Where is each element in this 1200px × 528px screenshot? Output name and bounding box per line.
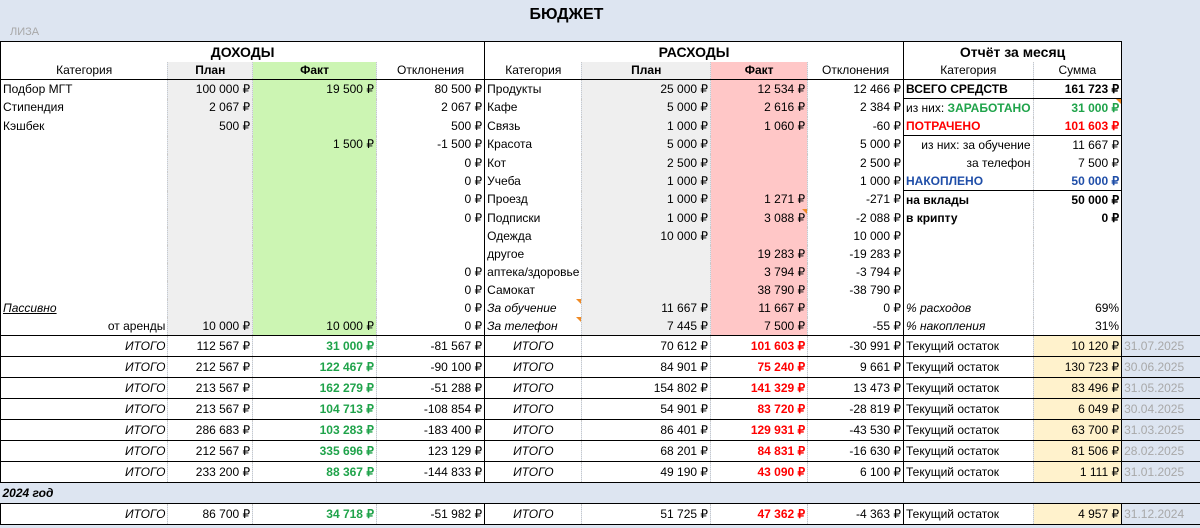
report-category[interactable] [904, 227, 1034, 245]
expense-total-deviation[interactable]: -16 630 ₽ [808, 441, 904, 462]
report-amount[interactable] [1033, 263, 1122, 281]
income-fact[interactable] [253, 263, 377, 281]
expense-total-fact[interactable]: 84 831 ₽ [711, 441, 808, 462]
expense-category[interactable]: аптека/здоровье [485, 263, 582, 281]
income-total-label[interactable]: ИТОГО [1, 441, 168, 462]
balance-label[interactable]: Текущий остаток [904, 441, 1034, 462]
income-category[interactable] [1, 281, 168, 299]
expense-total-plan[interactable]: 49 190 ₽ [582, 462, 711, 483]
report-header[interactable]: Отчёт за месяц [904, 42, 1122, 63]
income-deviation[interactable] [376, 245, 484, 263]
income-plan[interactable] [168, 209, 253, 227]
col-income-deviation[interactable]: Отклонения [376, 62, 484, 80]
income-total-fact[interactable]: 162 279 ₽ [253, 378, 377, 399]
income-total-label[interactable]: ИТОГО [1, 336, 168, 357]
expense-total-deviation[interactable]: 6 100 ₽ [808, 462, 904, 483]
income-category[interactable] [1, 263, 168, 281]
expense-fact[interactable] [711, 227, 808, 245]
income-plan[interactable] [168, 281, 253, 299]
expense-total-fact[interactable]: 83 720 ₽ [711, 399, 808, 420]
income-total-plan[interactable]: 213 567 ₽ [168, 378, 253, 399]
expense-fact[interactable]: 3 794 ₽ [711, 263, 808, 281]
income-fact[interactable] [253, 154, 377, 172]
expense-total-plan[interactable]: 86 401 ₽ [582, 420, 711, 441]
income-fact[interactable]: 19 500 ₽ [253, 80, 377, 99]
report-category[interactable] [904, 245, 1034, 263]
expense-deviation[interactable]: 1 000 ₽ [808, 172, 904, 191]
income-plan[interactable] [168, 263, 253, 281]
income-fact[interactable] [253, 191, 377, 210]
expense-plan[interactable]: 5 000 ₽ [582, 99, 711, 118]
expense-category[interactable]: Самокат [485, 281, 582, 299]
period-date[interactable]: 31.12.2024 [1122, 504, 1200, 525]
income-total-fact[interactable]: 335 696 ₽ [253, 441, 377, 462]
report-category[interactable]: % расходов [904, 299, 1034, 317]
report-amount[interactable] [1033, 281, 1122, 299]
expense-fact[interactable] [711, 172, 808, 191]
expense-fact[interactable]: 11 667 ₽ [711, 299, 808, 317]
period-date[interactable]: 31.01.2025 [1122, 462, 1200, 483]
expense-category[interactable]: За телефон [485, 317, 582, 336]
expense-total-fact[interactable]: 129 931 ₽ [711, 420, 808, 441]
report-amount[interactable]: 69% [1033, 299, 1122, 317]
income-total-label[interactable]: ИТОГО [1, 399, 168, 420]
income-plan[interactable] [168, 172, 253, 191]
income-fact[interactable] [253, 245, 377, 263]
expense-total-plan[interactable]: 70 612 ₽ [582, 336, 711, 357]
income-deviation[interactable]: 0 ₽ [376, 281, 484, 299]
income-category[interactable] [1, 136, 168, 155]
income-total-label[interactable]: ИТОГО [1, 462, 168, 483]
expense-total-deviation[interactable]: -4 363 ₽ [808, 504, 904, 525]
income-plan[interactable]: 2 067 ₽ [168, 99, 253, 118]
report-category[interactable]: ПОТРАЧЕНО [904, 117, 1034, 136]
income-category[interactable]: Подбор МГТ [1, 80, 168, 99]
income-fact[interactable] [253, 209, 377, 227]
income-deviation[interactable]: 0 ₽ [376, 299, 484, 317]
col-expense-category[interactable]: Категория [485, 62, 582, 80]
income-plan[interactable] [168, 154, 253, 172]
income-total-deviation[interactable]: -183 400 ₽ [376, 420, 484, 441]
income-total-label[interactable]: ИТОГО [1, 378, 168, 399]
expense-category[interactable]: За обучение [485, 299, 582, 317]
expense-plan[interactable]: 1 000 ₽ [582, 117, 711, 136]
income-fact[interactable] [253, 281, 377, 299]
income-deviation[interactable] [376, 227, 484, 245]
balance-amount[interactable]: 1 111 ₽ [1033, 462, 1122, 483]
income-deviation[interactable]: 0 ₽ [376, 154, 484, 172]
income-fact[interactable] [253, 299, 377, 317]
report-amount[interactable]: 50 000 ₽ [1033, 191, 1122, 210]
expense-deviation[interactable]: -271 ₽ [808, 191, 904, 210]
report-category[interactable]: за телефон [904, 154, 1034, 172]
expense-plan[interactable]: 11 667 ₽ [582, 299, 711, 317]
report-category[interactable]: из них: за обучение [904, 136, 1034, 155]
expense-total-plan[interactable]: 51 725 ₽ [582, 504, 711, 525]
income-deviation[interactable]: 0 ₽ [376, 191, 484, 210]
income-fact[interactable] [253, 99, 377, 118]
expense-plan[interactable]: 10 000 ₽ [582, 227, 711, 245]
balance-amount[interactable]: 81 506 ₽ [1033, 441, 1122, 462]
expense-category[interactable]: Учеба [485, 172, 582, 191]
expense-deviation[interactable]: 2 384 ₽ [808, 99, 904, 118]
period-date[interactable]: 31.05.2025 [1122, 378, 1200, 399]
income-plan[interactable] [168, 245, 253, 263]
expense-total-label[interactable]: ИТОГО [485, 336, 582, 357]
expense-total-label[interactable]: ИТОГО [485, 378, 582, 399]
expense-fact[interactable]: 1 060 ₽ [711, 117, 808, 136]
income-total-fact[interactable]: 103 283 ₽ [253, 420, 377, 441]
income-total-plan[interactable]: 86 700 ₽ [168, 504, 253, 525]
report-amount[interactable] [1033, 227, 1122, 245]
income-total-label[interactable]: ИТОГО [1, 357, 168, 378]
expense-category[interactable]: Связь [485, 117, 582, 136]
report-category[interactable] [904, 281, 1034, 299]
expense-plan[interactable] [582, 245, 711, 263]
income-total-label[interactable]: ИТОГО [1, 420, 168, 441]
expense-total-fact[interactable]: 141 329 ₽ [711, 378, 808, 399]
expense-deviation[interactable]: -19 283 ₽ [808, 245, 904, 263]
expense-category[interactable]: Продукты [485, 80, 582, 99]
income-category[interactable]: Стипендия [1, 99, 168, 118]
income-total-label[interactable]: ИТОГО [1, 504, 168, 525]
expense-fact[interactable]: 1 271 ₽ [711, 191, 808, 210]
expense-plan[interactable]: 1 000 ₽ [582, 209, 711, 227]
income-total-deviation[interactable]: -51 982 ₽ [376, 504, 484, 525]
expense-category[interactable]: Одежда [485, 227, 582, 245]
expense-category[interactable]: Проезд [485, 191, 582, 210]
income-total-plan[interactable]: 233 200 ₽ [168, 462, 253, 483]
income-category[interactable] [1, 191, 168, 210]
income-category[interactable] [1, 227, 168, 245]
expense-plan[interactable]: 7 445 ₽ [582, 317, 711, 336]
income-total-deviation[interactable]: -81 567 ₽ [376, 336, 484, 357]
col-expense-plan[interactable]: План [582, 62, 711, 80]
expense-total-deviation[interactable]: 9 661 ₽ [808, 357, 904, 378]
year-label[interactable]: 2024 год [1, 483, 1200, 504]
income-fact[interactable] [253, 117, 377, 136]
report-category-earned: ЗАРАБОТАНО [947, 100, 1031, 115]
expense-deviation[interactable]: -3 794 ₽ [808, 263, 904, 281]
report-amount[interactable]: 0 ₽ [1033, 209, 1122, 227]
income-plan[interactable] [168, 191, 253, 210]
expense-total-deviation[interactable]: -30 991 ₽ [808, 336, 904, 357]
expense-total-deviation[interactable]: -28 819 ₽ [808, 399, 904, 420]
income-plan[interactable]: 500 ₽ [168, 117, 253, 136]
income-category[interactable] [1, 172, 168, 191]
expense-total-label[interactable]: ИТОГО [485, 504, 582, 525]
expense-total-plan[interactable]: 154 802 ₽ [582, 378, 711, 399]
expense-category[interactable]: Кафе [485, 99, 582, 118]
income-total-deviation[interactable]: -144 833 ₽ [376, 462, 484, 483]
expense-total-plan[interactable]: 68 201 ₽ [582, 441, 711, 462]
balance-label[interactable]: Текущий остаток [904, 378, 1034, 399]
income-total-fact[interactable]: 88 367 ₽ [253, 462, 377, 483]
expense-total-label[interactable]: ИТОГО [485, 399, 582, 420]
income-category[interactable]: Пассивно [1, 299, 168, 317]
col-report-category[interactable]: Категория [904, 62, 1034, 80]
income-total-deviation[interactable]: -108 854 ₽ [376, 399, 484, 420]
report-amount[interactable]: 31% [1033, 317, 1122, 336]
expense-deviation[interactable]: -38 790 ₽ [808, 281, 904, 299]
expense-fact[interactable]: 19 283 ₽ [711, 245, 808, 263]
col-expense-deviation[interactable]: Отклонения [808, 62, 904, 80]
report-category[interactable]: на вклады [904, 191, 1034, 210]
income-deviation[interactable]: 0 ₽ [376, 172, 484, 191]
report-category[interactable] [904, 263, 1034, 281]
expense-category[interactable]: Красота [485, 136, 582, 155]
balance-label[interactable]: Текущий остаток [904, 357, 1034, 378]
expense-fact[interactable] [711, 154, 808, 172]
col-income-plan[interactable]: План [168, 62, 253, 80]
expenses-header[interactable]: РАСХОДЫ [485, 42, 904, 63]
owner-label: ЛИЗА [10, 26, 40, 38]
expense-total-label[interactable]: ИТОГО [485, 462, 582, 483]
income-deviation[interactable]: 2 067 ₽ [376, 99, 484, 118]
expense-total-fact[interactable]: 43 090 ₽ [711, 462, 808, 483]
expense-total-deviation[interactable]: -43 530 ₽ [808, 420, 904, 441]
balance-label[interactable]: Текущий остаток [904, 399, 1034, 420]
balance-label[interactable]: Текущий остаток [904, 504, 1034, 525]
income-deviation[interactable]: 0 ₽ [376, 263, 484, 281]
income-plan[interactable]: 100 000 ₽ [168, 80, 253, 99]
expense-plan[interactable]: 1 000 ₽ [582, 172, 711, 191]
report-amount[interactable]: 11 667 ₽ [1033, 136, 1122, 155]
income-total-deviation[interactable]: -90 100 ₽ [376, 357, 484, 378]
income-deviation[interactable]: 80 500 ₽ [376, 80, 484, 99]
balance-amount[interactable]: 10 120 ₽ [1033, 336, 1122, 357]
income-total-deviation[interactable]: 123 129 ₽ [376, 441, 484, 462]
expense-deviation[interactable]: -60 ₽ [808, 117, 904, 136]
col-income-category[interactable]: Категория [1, 62, 168, 80]
expense-total-label[interactable]: ИТОГО [485, 357, 582, 378]
income-plan[interactable]: 10 000 ₽ [168, 317, 253, 336]
income-deviation[interactable]: 0 ₽ [376, 317, 484, 336]
income-category[interactable] [1, 245, 168, 263]
col-income-fact[interactable]: Факт [253, 62, 377, 80]
period-date[interactable]: 28.02.2025 [1122, 441, 1200, 462]
expense-deviation[interactable]: -2 088 ₽ [808, 209, 904, 227]
expense-deviation[interactable]: 12 466 ₽ [808, 80, 904, 99]
income-category[interactable]: Кэшбек [1, 117, 168, 136]
income-fact[interactable] [253, 172, 377, 191]
period-date[interactable]: 30.06.2025 [1122, 357, 1200, 378]
income-plan[interactable] [168, 136, 253, 155]
expense-category[interactable]: другое [485, 245, 582, 263]
income-total-plan[interactable]: 212 567 ₽ [168, 441, 253, 462]
balance-label[interactable]: Текущий остаток [904, 420, 1034, 441]
income-total-plan[interactable]: 286 683 ₽ [168, 420, 253, 441]
income-plan[interactable] [168, 227, 253, 245]
balance-amount[interactable]: 6 049 ₽ [1033, 399, 1122, 420]
balance-label[interactable]: Текущий остаток [904, 462, 1034, 483]
income-deviation[interactable]: 0 ₽ [376, 209, 484, 227]
expense-fact[interactable]: 3 088 ₽ [711, 209, 808, 227]
balance-label[interactable]: Текущий остаток [904, 336, 1034, 357]
budget-sheet [0, 41, 1200, 525]
expense-plan[interactable]: 5 000 ₽ [582, 136, 711, 155]
expense-total-plan[interactable]: 84 901 ₽ [582, 357, 711, 378]
income-total-fact[interactable]: 31 000 ₽ [253, 336, 377, 357]
income-category[interactable] [1, 154, 168, 172]
income-fact[interactable]: 10 000 ₽ [253, 317, 377, 336]
income-plan[interactable] [168, 299, 253, 317]
expense-fact[interactable]: 38 790 ₽ [711, 281, 808, 299]
expense-total-label[interactable]: ИТОГО [485, 441, 582, 462]
expense-total-plan[interactable]: 54 901 ₽ [582, 399, 711, 420]
expense-fact[interactable]: 2 616 ₽ [711, 99, 808, 118]
report-category-prefix: из них: [906, 100, 948, 115]
income-total-fact[interactable]: 122 467 ₽ [253, 357, 377, 378]
balance-amount[interactable]: 130 723 ₽ [1033, 357, 1122, 378]
expense-total-fact[interactable]: 75 240 ₽ [711, 357, 808, 378]
period-date[interactable]: 30.04.2025 [1122, 399, 1200, 420]
report-category[interactable]: % накопления [904, 317, 1034, 336]
expense-plan[interactable]: 25 000 ₽ [582, 80, 711, 99]
expense-plan[interactable] [582, 263, 711, 281]
col-report-amount[interactable]: Сумма [1033, 62, 1122, 80]
report-category[interactable]: НАКОПЛЕНО [904, 172, 1034, 191]
expense-plan[interactable]: 2 500 ₽ [582, 154, 711, 172]
page-title: БЮДЖЕТ [529, 6, 604, 23]
income-total-fact[interactable]: 34 718 ₽ [253, 504, 377, 525]
income-deviation[interactable]: -1 500 ₽ [376, 136, 484, 155]
report-amount[interactable]: 50 000 ₽ [1033, 172, 1122, 191]
expense-deviation[interactable]: 2 500 ₽ [808, 154, 904, 172]
expense-deviation[interactable]: 10 000 ₽ [808, 227, 904, 245]
report-category[interactable] [904, 99, 1034, 118]
expense-plan[interactable]: 1 000 ₽ [582, 191, 711, 210]
balance-amount[interactable]: 4 957 ₽ [1033, 504, 1122, 525]
balance-amount[interactable]: 63 700 ₽ [1033, 420, 1122, 441]
expense-deviation[interactable]: 0 ₽ [808, 299, 904, 317]
report-category[interactable]: в крипту [904, 209, 1034, 227]
income-total-fact[interactable]: 104 713 ₽ [253, 399, 377, 420]
income-header[interactable]: ДОХОДЫ [1, 42, 485, 63]
budget-table [0, 41, 1200, 525]
income-deviation[interactable]: 500 ₽ [376, 117, 484, 136]
income-total-plan[interactable]: 112 567 ₽ [168, 336, 253, 357]
expense-deviation[interactable]: -55 ₽ [808, 317, 904, 336]
income-fact[interactable] [253, 227, 377, 245]
expense-deviation[interactable]: 5 000 ₽ [808, 136, 904, 155]
report-amount[interactable]: 161 723 ₽ [1033, 80, 1122, 99]
income-total-plan[interactable]: 213 567 ₽ [168, 399, 253, 420]
report-category[interactable]: ВСЕГО СРЕДСТВ [904, 80, 1034, 99]
income-category[interactable]: от аренды [1, 317, 168, 336]
expense-fact[interactable]: 12 534 ₽ [711, 80, 808, 99]
report-amount[interactable]: 31 000 ₽ [1033, 99, 1122, 118]
expense-fact[interactable]: 7 500 ₽ [711, 317, 808, 336]
expense-category[interactable]: Кот [485, 154, 582, 172]
expense-total-fact[interactable]: 47 362 ₽ [711, 504, 808, 525]
report-amount[interactable] [1033, 245, 1122, 263]
income-fact[interactable]: 1 500 ₽ [253, 136, 377, 155]
expense-plan[interactable] [582, 281, 711, 299]
expense-category[interactable]: Подписки [485, 209, 582, 227]
report-amount[interactable]: 7 500 ₽ [1033, 154, 1122, 172]
expense-fact[interactable] [711, 136, 808, 155]
expense-total-label[interactable]: ИТОГО [485, 420, 582, 441]
income-total-plan[interactable]: 212 567 ₽ [168, 357, 253, 378]
balance-amount[interactable]: 83 496 ₽ [1033, 378, 1122, 399]
report-amount[interactable]: 101 603 ₽ [1033, 117, 1122, 136]
income-category[interactable] [1, 209, 168, 227]
income-total-deviation[interactable]: -51 288 ₽ [376, 378, 484, 399]
expense-total-deviation[interactable]: 13 473 ₽ [808, 378, 904, 399]
period-date[interactable]: 31.03.2025 [1122, 420, 1200, 441]
expense-total-fact[interactable]: 101 603 ₽ [711, 336, 808, 357]
period-date[interactable]: 31.07.2025 [1122, 336, 1200, 357]
col-expense-fact[interactable]: Факт [711, 62, 808, 80]
